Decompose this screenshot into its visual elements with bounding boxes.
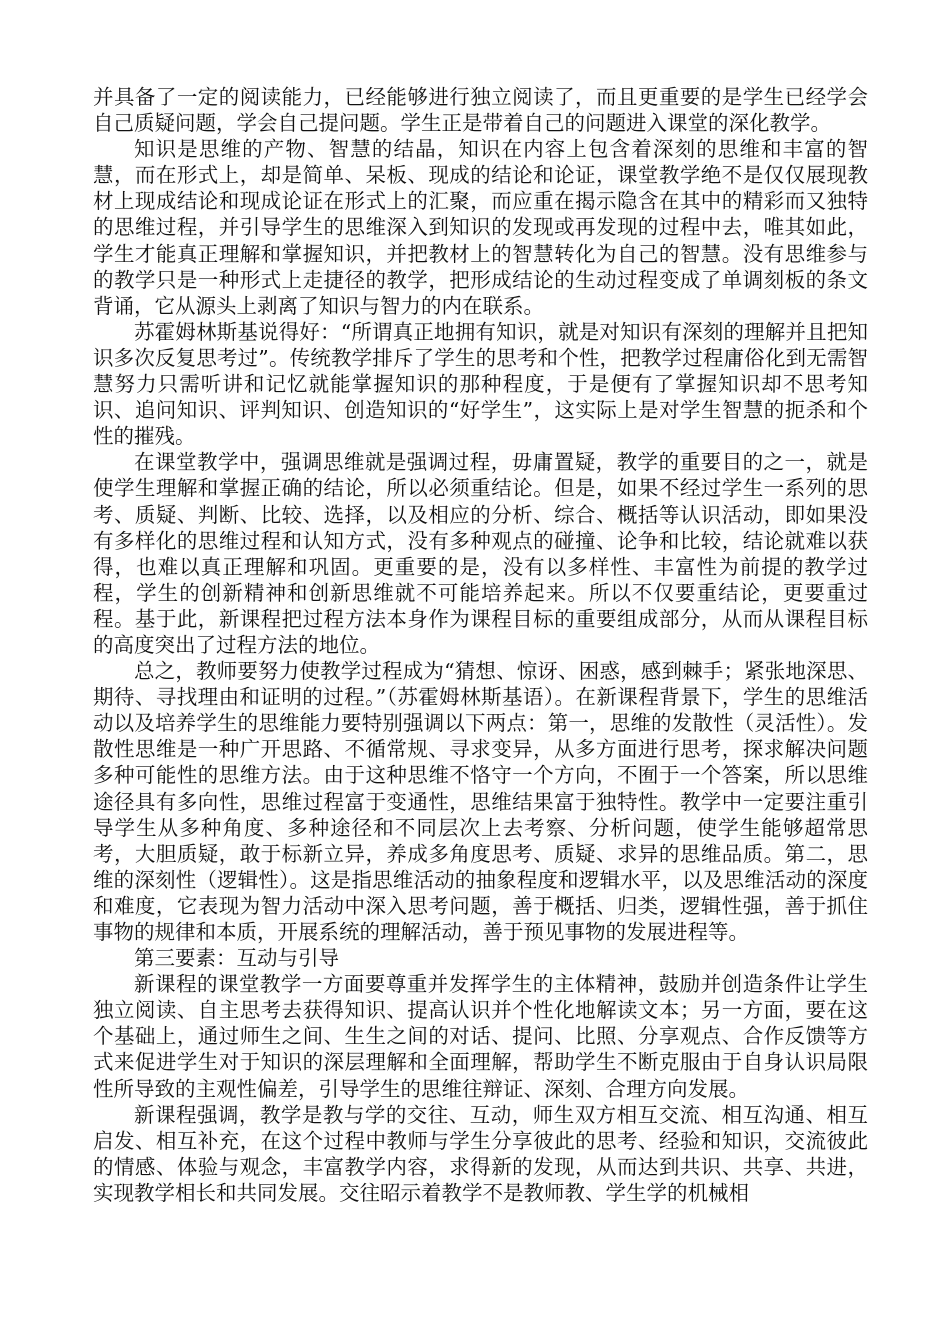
paragraph-interaction-guidance: 新课程的课堂教学一方面要尊重并发挥学生的主体精神，鼓励并创造条件让学生独立阅读、自主思考去获得知识、提高认识并个性化地解读文本；另一方面，要在这个基础上，通过师生之间、生生之间的对话、提问、比照、分享观点、合作反馈等方式来促进学生对于知识的深层理解和全面理解，帮助学生不断克服由于自身认识局限性所导致的主观性偏差，引导学生的思维往辩证、深刻、合理方向发展。 [93,972,868,1101]
paragraph-thinking-qualities: 总之，教师要努力使教学过程成为“猜想、惊讶、困惑，感到棘手；紧张地深思、期待、寻找理由和证明的过程。”（苏霍姆林斯基语）。在新课程背景下，学生的思维活动以及培养学生的思维能力要特别强调以下两点：第一，思维的发散性（灵活性）。发散性思维是一种广开思路、不循常规、寻求变异，从多方面进行思考，探求解决问题多种可能性的思维方法。由于这种思维不恪守一个方向，不囿于一个答案，所以思维途径具有多向性，思维过程富于变通性，思维结果富于独特性。教学中一定要注重引导学生从多种角度、多种途径和不同层次上去考察、分析问题，使学生能够超常思考，大胆质疑，敢于标新立异，养成多角度思考、质疑、求异的思维品质。第二，思维的深刻性（逻辑性）。这是指思维活动的抽象程度和逻辑水平，以及思维活动的深度和难度，它表现为智力活动中深入思考问题，善于概括、归类，逻辑性强，善于抓住事物的规律和本质，开展系统的理解活动，善于预见事物的发展进程等。 [93,659,868,944]
paragraph-teaching-communication: 新课程强调，教学是教与学的交往、互动，师生双方相互交流、相互沟通、相互启发、相互补充，在这个过程中教师与学生分享彼此的思考、经验和知识，交流彼此的情感、体验与观念，丰富教学内容，求得新的发现，从而达到共识、共享、共进，实现教学相长和共同发展。交往昭示着教学不是教师教、学生学的机械相 [93,1102,868,1205]
paragraph-knowledge-thinking: 知识是思维的产物、智慧的结晶，知识在内容上包含着深刻的思维和丰富的智慧，而在形式上，却是简单、呆板、现成的结论和论证，课堂教学绝不是仅仅展现教材上现成结论和现成论证在形式上的汇聚，而应重在揭示隐含在其中的精彩而又独特的思维过程，并引导学生的思维深入到知识的发现或再发现的过程中去，唯其如此，学生才能真正理解和掌握知识，并把教材上的智慧转化为自己的智慧。没有思维参与的教学只是一种形式上走捷径的教学，把形成结论的生动过程变成了单调刻板的条文背诵，它从源头上剥离了知识与智力的内在联系。 [93,137,868,318]
paragraph-continued: 并具备了一定的阅读能力，已经能够进行独立阅读了，而且更重要的是学生已经学会自己质疑问题，学会自己提问题。学生正是带着自己的问题进入课堂的深化教学。 [93,85,868,136]
paragraph-sukhomlinsky-quote: 苏霍姆林斯基说得好：“所谓真正地拥有知识，就是对知识有深刻的理解并且把知识多次反复思考过”。传统教学排斥了学生的思考和个性，把教学过程庸俗化到无需智慧努力只需听讲和记忆就能掌握知识的那种程度，于是便有了掌握知识却不思考知识、追问知识、评判知识、创造知识的“好学生”，这实际上是对学生智慧的扼杀和个性的摧残。 [93,319,868,449]
section-heading-third-element: 第三要素：互动与引导 [134,946,339,971]
paragraph-process-emphasis: 在课堂教学中，强调思维就是强调过程，毋庸置疑，教学的重要目的之一，就是使学生理解和掌握正确的结论，所以必须重结论。但是，如果不经过学生一系列的思考、质疑、判断、比较、选择，以及相应的分析、综合、概括等认识活动，即如果没有多样化的思维过程和认知方式，没有多种观点的碰撞、论争和比较，结论就难以获得，也难以真正理解和巩固。更重要的是，没有以多样性、丰富性为前提的教学过程，学生的创新精神和创新思维就不可能培养起来。所以不仅要重结论，更要重过程。基于此，新课程把过程方法本身作为课程目标的重要组成部分，从而从课程目标的高度突出了过程方法的地位。 [93,450,868,657]
